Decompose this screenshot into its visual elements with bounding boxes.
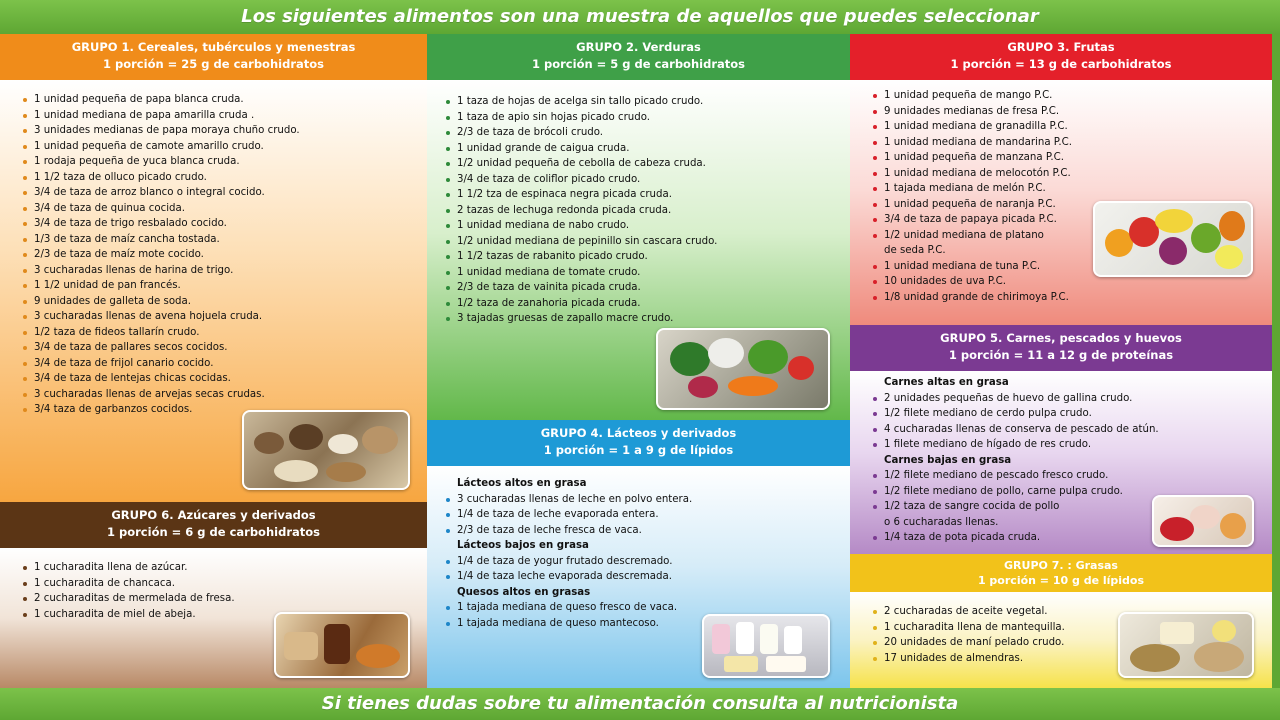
group-4-panel [427, 420, 850, 688]
list-item: 1 cucharadita de miel de abeja. [20, 607, 427, 623]
list-item: 2/3 de taza de maíz mote cocido. [20, 247, 427, 263]
bottom-banner: Si tienes dudas sobre tu alimentación consulta al nutricionista [0, 688, 1280, 720]
list-item: 3/4 de taza de arroz blanco o integral cocido. [20, 185, 427, 201]
group-3-item-continuation: de seda P.C. [884, 245, 946, 256]
list-item: 2 tazas de lechuga redonda picada cruda. [443, 203, 850, 219]
list-item: 2/3 de taza de vainita picada cruda. [443, 280, 850, 296]
list-item: 3/4 de taza de frijol canario cocido. [20, 356, 427, 372]
group-4-sub-cheeses: Quesos altos en grasas [457, 586, 591, 598]
list-item: 1/2 unidad mediana de pepinillo sin cascara crudo. [443, 234, 850, 250]
group-5-header [850, 325, 1272, 371]
group-5-item-continuation: o 6 cucharadas llenas. [884, 516, 999, 528]
list-item: 1 unidad mediana de nabo crudo. [443, 218, 850, 234]
list-item: 1 unidad mediana de melocotón P.C. [870, 166, 1272, 182]
list-item: 1/2 taza de sangre cocida de pollo [870, 499, 1272, 515]
group-2-list [443, 94, 850, 327]
list-item: 3 tajadas gruesas de zapallo macre crudo. [443, 311, 850, 327]
list-item: 1/3 de taza de maíz cancha tostada. [20, 232, 427, 248]
list-item: 1 tajada mediana de melón P.C. [870, 181, 1272, 197]
list-item: 1 tajada mediana de queso fresco de vaca. [443, 600, 850, 616]
list-item: 2 unidades pequeñas de huevo de gallina crudo. [870, 391, 1272, 407]
list-item: 3/4 de taza de quinua cocida. [20, 201, 427, 217]
group-3-panel [850, 34, 1272, 325]
sugars-photo [274, 612, 410, 678]
top-banner: Los siguientes alimentos son una muestra de aquellos que puedes seleccionar [0, 0, 1280, 34]
dairy-photo [702, 614, 830, 678]
group-6-header [0, 502, 427, 548]
meats-photo [1152, 495, 1254, 547]
list-item: 1 taza de apio sin hojas picado crudo. [443, 110, 850, 126]
group-5-title: GRUPO 5. Carnes, pescados y huevos [940, 331, 1182, 345]
list-item: 1 cucharadita llena de mantequilla. [870, 620, 1272, 636]
list-item: 9 unidades de galleta de soda. [20, 294, 427, 310]
list-item: 3 cucharadas llenas de arvejas secas crudas. [20, 387, 427, 403]
group-6-title: GRUPO 6. Azúcares y derivados [111, 508, 316, 522]
list-item: 3/4 de taza de coliflor picado crudo. [443, 172, 850, 188]
group-5-list-high-fat [870, 391, 1272, 453]
list-item: 1/2 unidad pequeña de cebolla de cabeza cruda. [443, 156, 850, 172]
list-item: 2 cucharadas de aceite vegetal. [870, 604, 1272, 620]
group-2-panel [427, 34, 850, 420]
list-item: 1/2 filete mediano de cerdo pulpa crudo. [870, 406, 1272, 422]
group-3-portion: 1 porción = 13 g de carbohidratos [950, 57, 1172, 71]
group-7-title: GRUPO 7. : Grasas [1004, 559, 1118, 572]
list-item: 3 cucharadas llenas de harina de trigo. [20, 263, 427, 279]
list-item: 10 unidades de uva P.C. [870, 274, 1272, 290]
list-item: 20 unidades de maní pelado crudo. [870, 635, 1272, 651]
group-4-list-low-fat [443, 554, 850, 585]
cereals-photo [242, 410, 410, 490]
list-item: 1/2 filete mediano de pescado fresco crudo. [870, 468, 1272, 484]
group-3-header [850, 34, 1272, 80]
list-item: 1 unidad mediana de tuna P.C. [870, 259, 1272, 275]
group-2-header [427, 34, 850, 80]
list-item: 1/2 unidad mediana de platano [870, 228, 1272, 244]
list-item: 1 tajada mediana de queso mantecoso. [443, 616, 850, 632]
list-item: 1 unidad pequeña de camote amarillo crudo. [20, 139, 427, 155]
list-item: 1 unidad mediana de granadilla P.C. [870, 119, 1272, 135]
group-7-panel [850, 554, 1272, 688]
list-item: 1 rodaja pequeña de yuca blanca cruda. [20, 154, 427, 170]
list-item: 1/4 de taza leche evaporada descremada. [443, 569, 850, 585]
group-1-header [0, 34, 427, 80]
list-item: 1/4 de taza de yogur frutado descremado. [443, 554, 850, 570]
right-border [1272, 34, 1280, 688]
group-4-portion: 1 porción = 1 a 9 g de lípidos [543, 443, 734, 457]
list-item: 1/8 unidad grande de chirimoya P.C. [870, 290, 1272, 306]
list-item: 1/4 de taza de leche evaporada entera. [443, 507, 850, 523]
list-item: 3/4 de taza de lentejas chicas cocidas. [20, 371, 427, 387]
list-item: 3 unidades medianas de papa moraya chuño crudo. [20, 123, 427, 139]
group-5-sub-high-fat: Carnes altas en grasa [884, 377, 1009, 388]
group-7-header [850, 554, 1272, 592]
list-item: 1 cucharadita de chancaca. [20, 576, 427, 592]
group-6-portion: 1 porción = 6 g de carbohidratos [107, 525, 320, 539]
list-item: 3/4 de taza de trigo resbalado cocido. [20, 216, 427, 232]
list-item: 1/2 taza de zanahoria picada cruda. [443, 296, 850, 312]
list-item: 3/4 de taza de pallares secos cocidos. [20, 340, 427, 356]
vegetables-photo [656, 328, 830, 410]
list-item: 1 1/2 taza de olluco picado crudo. [20, 170, 427, 186]
list-item: 2/3 de taza de leche fresca de vaca. [443, 523, 850, 539]
list-item: 1 1/2 tazas de rabanito picado crudo. [443, 249, 850, 265]
group-6-panel [0, 502, 427, 688]
list-item: 1 unidad mediana de papa amarilla cruda . [20, 108, 427, 124]
group-4-header [427, 420, 850, 466]
list-item: 1 unidad mediana de mandarina P.C. [870, 135, 1272, 151]
list-item: 1 taza de hojas de acelga sin tallo picado crudo. [443, 94, 850, 110]
list-item: 1 unidad pequeña de mango P.C. [870, 88, 1272, 104]
group-7-portion: 1 porción = 10 g de lípidos [977, 574, 1145, 587]
list-item: 4 cucharadas llenas de conserva de pescado de atún. [870, 422, 1272, 438]
list-item: 1 unidad grande de caigua cruda. [443, 141, 850, 157]
group-4-sub-high-fat: Lácteos altos en grasa [457, 478, 587, 489]
group-4-title: GRUPO 4. Lácteos y derivados [540, 426, 737, 440]
fruits-photo [1093, 201, 1253, 277]
fats-photo [1118, 612, 1254, 678]
list-item: 1 unidad pequeña de papa blanca cruda. [20, 92, 427, 108]
group-5-panel [850, 325, 1272, 554]
group-1-list [20, 92, 427, 418]
list-item: 1 unidad mediana de tomate crudo. [443, 265, 850, 281]
list-item: 3/4 de taza de papaya picada P.C. [870, 212, 1272, 228]
list-item: 17 unidades de almendras. [870, 651, 1272, 667]
list-item: 2 cucharaditas de mermelada de fresa. [20, 591, 427, 607]
list-item: 9 unidades medianas de fresa P.C. [870, 104, 1272, 120]
list-item: 1 unidad pequeña de naranja P.C. [870, 197, 1272, 213]
group-1-panel [0, 34, 427, 502]
list-item: 1 1/2 unidad de pan francés. [20, 278, 427, 294]
list-item: 1 cucharadita llena de azúcar. [20, 560, 427, 576]
group-5-portion: 1 porción = 11 a 12 g de proteínas [948, 348, 1174, 362]
list-item: 1/2 taza de fideos tallarín crudo. [20, 325, 427, 341]
list-item: 1/4 taza de pota picada cruda. [870, 530, 1272, 546]
list-item: 1 filete mediano de hígado de res crudo. [870, 437, 1272, 453]
list-item: 3/4 taza de garbanzos cocidos. [20, 402, 427, 418]
list-item: 2/3 de taza de brócoli crudo. [443, 125, 850, 141]
group-1-portion: 1 porción = 25 g de carbohidratos [103, 57, 324, 71]
group-3-title: GRUPO 3. Frutas [1007, 40, 1115, 54]
group-4-list-high-fat [443, 492, 850, 539]
group-5-sub-low-fat: Carnes bajas en grasa [884, 454, 1012, 466]
group-2-portion: 1 porción = 5 g de carbohidratos [532, 57, 745, 71]
list-item: 3 cucharadas llenas de avena hojuela cruda. [20, 309, 427, 325]
list-item: 3 cucharadas llenas de leche en polvo entera. [443, 492, 850, 508]
group-4-sub-low-fat: Lácteos bajos en grasa [457, 540, 589, 551]
group-1-title: GRUPO 1. Cereales, tubérculos y menestras [71, 40, 356, 54]
list-item: 1/2 filete mediano de pollo, carne pulpa crudo. [870, 484, 1272, 500]
list-item: 1 unidad pequeña de manzana P.C. [870, 150, 1272, 166]
group-2-title: GRUPO 2. Verduras [576, 40, 701, 54]
list-item: 1 1/2 tza de espinaca negra picada cruda. [443, 187, 850, 203]
